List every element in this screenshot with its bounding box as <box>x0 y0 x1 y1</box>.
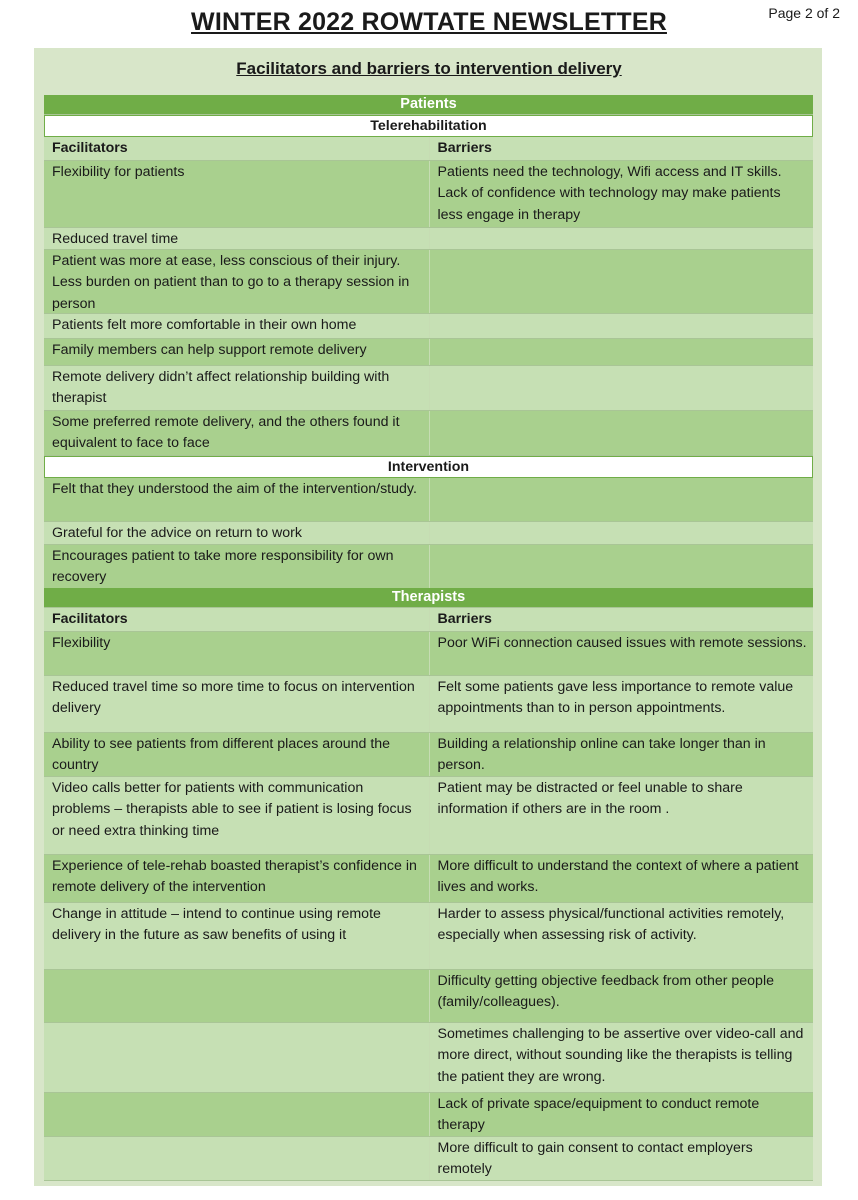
facilitator-cell: Reduced travel time so more time to focus on intervention delivery <box>44 676 429 732</box>
table-row <box>44 366 813 411</box>
barrier-cell: Building a relationship online can take longer than in person. <box>429 733 814 776</box>
facilitator-cell: Video calls better for patients with communication problems – therapists able to see if patient is losing focus or need extra thinking time <box>44 777 429 854</box>
table-row <box>44 1093 813 1137</box>
table-row <box>44 632 813 676</box>
telerehab-heading: Telerehabilitation <box>44 115 813 137</box>
barrier-cell: Patient may be distracted or feel unable to share information if others are in the room . <box>429 777 814 854</box>
facilitator-cell: Encourages patient to take more responsibility for own recovery <box>44 545 429 588</box>
barrier-cell: Felt some patients gave less importance to remote value appointments than to in person appointments. <box>429 676 814 732</box>
facilitator-cell: Change in attitude – intend to continue using remote delivery in the future as saw benefits of using it <box>44 903 429 969</box>
table-row <box>44 228 813 250</box>
facilitator-cell: Experience of tele-rehab boasted therapist’s confidence in remote delivery of the intervention <box>44 855 429 902</box>
facilitator-cell: Flexibility for patients <box>44 161 429 227</box>
table-row <box>44 161 813 228</box>
table-row <box>44 250 813 314</box>
table-row <box>44 545 813 589</box>
barrier-cell: Poor WiFi connection caused issues with remote sessions. <box>429 632 814 675</box>
section-subtitle: Facilitators and barriers to intervention delivery <box>236 59 622 78</box>
table-row <box>44 339 813 366</box>
barrier-cell: Sometimes challenging to be assertive over video-call and more direct, without sounding like the therapists is telling the patient they are wrong. <box>429 1023 814 1092</box>
barrier-cell <box>429 545 814 588</box>
therapists-column-header <box>44 608 813 632</box>
patients-heading: Patients <box>44 95 813 115</box>
facilitators-header: Facilitators <box>44 608 429 631</box>
table-row <box>44 411 813 456</box>
barrier-cell <box>429 228 814 249</box>
newsletter-title: WINTER 2022 ROWTATE NEWSLETTER <box>191 8 667 36</box>
facilitator-cell <box>44 1023 429 1092</box>
therapists-heading: Therapists <box>44 588 813 608</box>
barrier-cell: More difficult to gain consent to contact employers remotely <box>429 1137 814 1180</box>
barrier-cell <box>429 339 814 365</box>
barrier-cell <box>429 366 814 410</box>
barriers-header: Barriers <box>429 608 814 631</box>
barriers-header: Barriers <box>429 137 814 160</box>
barrier-cell: Lack of private space/equipment to conduct remote therapy <box>429 1093 814 1136</box>
facilitator-cell <box>44 1137 429 1180</box>
facilitator-cell: Reduced travel time <box>44 228 429 249</box>
barrier-cell: Patients need the technology, Wifi access and IT skills. Lack of confidence with technology may make patients less engage in therapy <box>429 161 814 227</box>
facilitator-cell <box>44 970 429 1022</box>
patients-table <box>44 95 813 589</box>
therapists-table <box>44 588 813 1181</box>
table-row <box>44 855 813 903</box>
barrier-cell <box>429 478 814 521</box>
table-row <box>44 1137 813 1181</box>
table-row <box>44 314 813 339</box>
table-row <box>44 478 813 522</box>
facilitator-cell: Flexibility <box>44 632 429 675</box>
facilitator-cell: Patients felt more comfortable in their own home <box>44 314 429 338</box>
facilitator-cell: Remote delivery didn’t affect relationship building with therapist <box>44 366 429 410</box>
table-row <box>44 733 813 777</box>
intervention-heading: Intervention <box>44 456 813 478</box>
table-row <box>44 522 813 545</box>
facilitator-cell: Felt that they understood the aim of the intervention/study. <box>44 478 429 521</box>
barrier-cell <box>429 411 814 455</box>
page-number: Page 2 of 2 <box>768 5 840 21</box>
barrier-cell <box>429 522 814 544</box>
facilitator-cell <box>44 1093 429 1136</box>
table-row <box>44 676 813 733</box>
barrier-cell: Difficulty getting objective feedback from other people (family/colleagues). <box>429 970 814 1022</box>
barrier-cell <box>429 250 814 313</box>
table-row <box>44 1023 813 1093</box>
barrier-cell: More difficult to understand the context of where a patient lives and works. <box>429 855 814 902</box>
barrier-cell: Harder to assess physical/functional activities remotely, especially when assessing risk of activity. <box>429 903 814 969</box>
patients-column-header <box>44 137 813 161</box>
facilitators-header: Facilitators <box>44 137 429 160</box>
facilitator-cell: Some preferred remote delivery, and the others found it equivalent to face to face <box>44 411 429 455</box>
table-row <box>44 903 813 970</box>
barrier-cell <box>429 314 814 338</box>
facilitator-cell: Ability to see patients from different places around the country <box>44 733 429 776</box>
table-row <box>44 777 813 855</box>
table-row <box>44 970 813 1023</box>
facilitator-cell: Family members can help support remote delivery <box>44 339 429 365</box>
facilitator-cell: Grateful for the advice on return to work <box>44 522 429 544</box>
facilitator-cell: Patient was more at ease, less conscious of their injury. Less burden on patient than to go to a therapy session in person <box>44 250 429 313</box>
